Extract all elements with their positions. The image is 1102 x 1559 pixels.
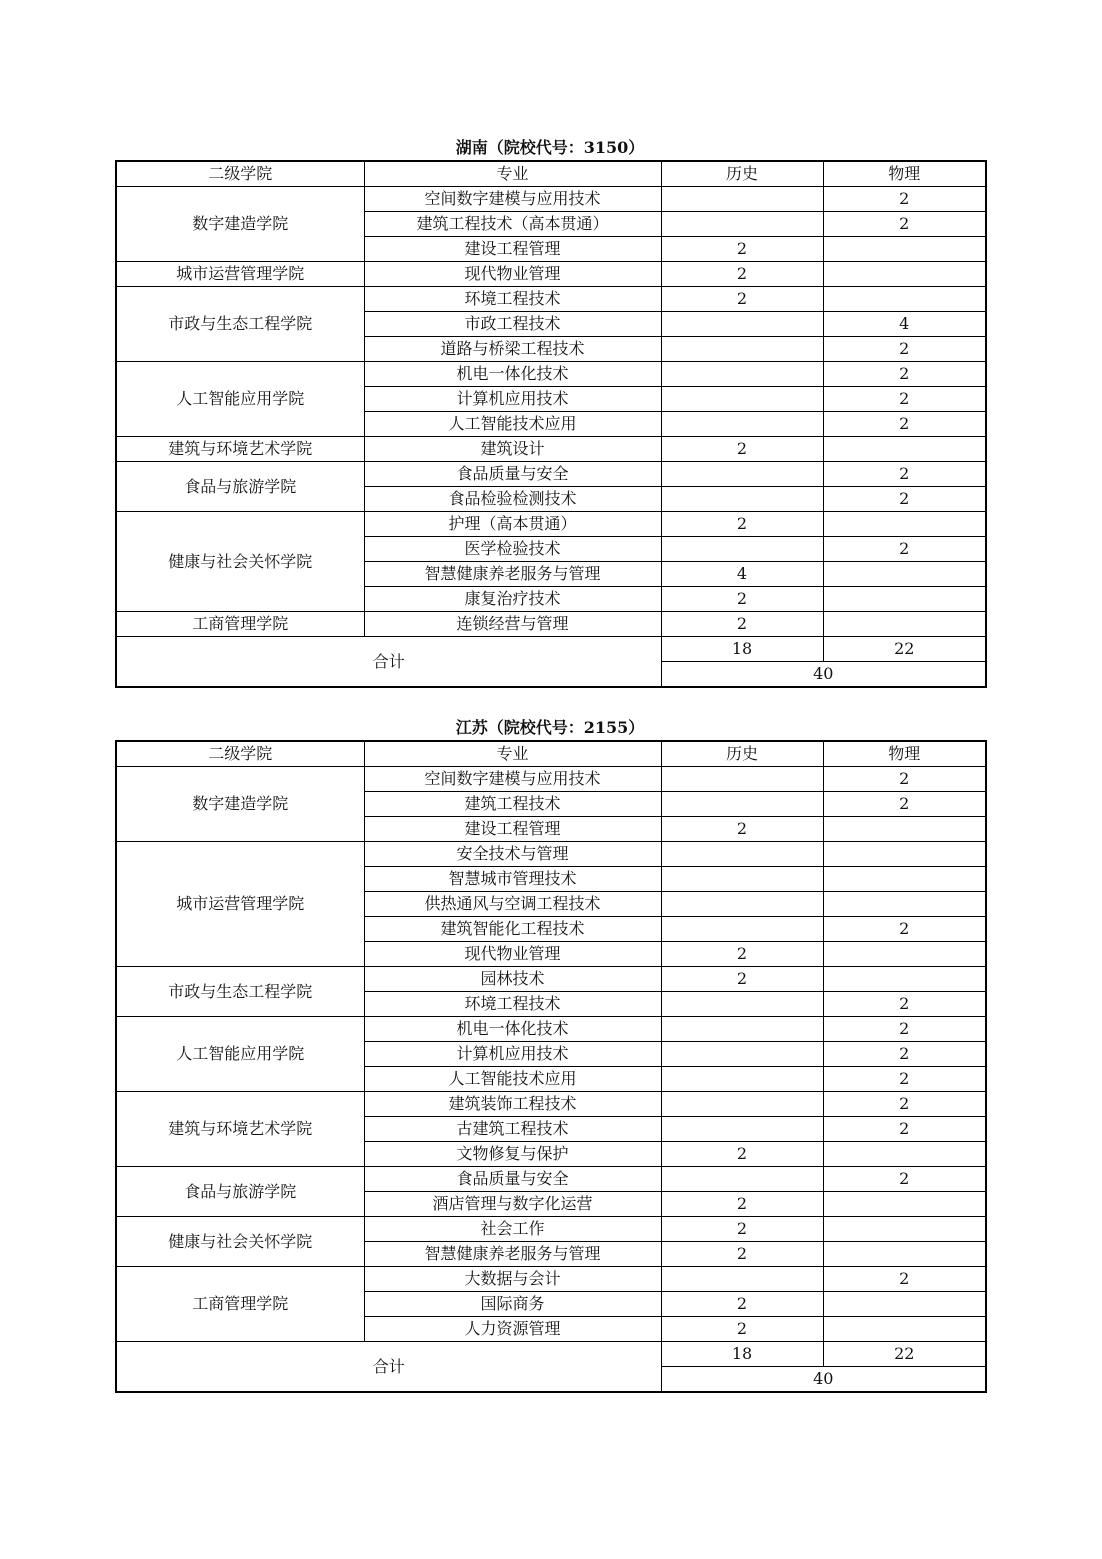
major-cell: 建筑设计 bbox=[364, 437, 661, 462]
table-row bbox=[116, 187, 986, 212]
table-row bbox=[116, 512, 986, 537]
major-cell: 建筑装饰工程技术 bbox=[364, 1092, 661, 1117]
physics-cell bbox=[823, 892, 986, 917]
history-cell bbox=[661, 362, 823, 387]
history-cell: 2 bbox=[661, 817, 823, 842]
major-cell: 机电一体化技术 bbox=[364, 1017, 661, 1042]
college-cell: 城市运营管理学院 bbox=[116, 262, 364, 287]
grand-total: 40 bbox=[661, 1367, 986, 1393]
table-row bbox=[116, 262, 986, 287]
history-cell bbox=[661, 212, 823, 237]
college-cell: 数字建造学院 bbox=[116, 767, 364, 842]
major-cell: 人工智能技术应用 bbox=[364, 1067, 661, 1092]
history-cell: 2 bbox=[661, 1242, 823, 1267]
major-cell: 建设工程管理 bbox=[364, 817, 661, 842]
physics-cell bbox=[823, 967, 986, 992]
header-college: 二级学院 bbox=[116, 161, 364, 187]
total-physics: 22 bbox=[823, 1342, 986, 1367]
physics-cell: 2 bbox=[823, 1267, 986, 1292]
history-cell bbox=[661, 767, 823, 792]
history-cell bbox=[661, 187, 823, 212]
total-history: 18 bbox=[661, 637, 823, 662]
physics-cell: 2 bbox=[823, 1117, 986, 1142]
history-cell bbox=[661, 842, 823, 867]
physics-cell: 2 bbox=[823, 487, 986, 512]
college-cell: 市政与生态工程学院 bbox=[116, 287, 364, 362]
history-cell bbox=[661, 1092, 823, 1117]
major-cell: 国际商务 bbox=[364, 1292, 661, 1317]
major-cell: 古建筑工程技术 bbox=[364, 1117, 661, 1142]
history-cell bbox=[661, 312, 823, 337]
section-jiangsu bbox=[115, 716, 985, 1393]
table-row bbox=[116, 1267, 986, 1292]
physics-cell bbox=[823, 1242, 986, 1267]
physics-cell bbox=[823, 1142, 986, 1167]
history-cell bbox=[661, 1042, 823, 1067]
history-cell bbox=[661, 1167, 823, 1192]
header-physics: 物理 bbox=[823, 741, 986, 767]
physics-cell bbox=[823, 237, 986, 262]
physics-cell: 2 bbox=[823, 187, 986, 212]
table-row bbox=[116, 287, 986, 312]
college-cell: 市政与生态工程学院 bbox=[116, 967, 364, 1017]
physics-cell bbox=[823, 1317, 986, 1342]
history-cell bbox=[661, 917, 823, 942]
major-cell: 建筑工程技术 bbox=[364, 792, 661, 817]
header-row bbox=[116, 161, 986, 187]
table-row bbox=[116, 612, 986, 637]
physics-cell: 2 bbox=[823, 1167, 986, 1192]
table-row bbox=[116, 842, 986, 867]
major-cell: 建设工程管理 bbox=[364, 237, 661, 262]
table-row bbox=[116, 437, 986, 462]
major-cell: 空间数字建模与应用技术 bbox=[364, 187, 661, 212]
major-cell: 智慧健康养老服务与管理 bbox=[364, 1242, 661, 1267]
history-cell bbox=[661, 892, 823, 917]
physics-cell bbox=[823, 562, 986, 587]
physics-cell: 2 bbox=[823, 1067, 986, 1092]
grand-total: 40 bbox=[661, 662, 986, 688]
physics-cell: 2 bbox=[823, 1017, 986, 1042]
major-cell: 环境工程技术 bbox=[364, 992, 661, 1017]
enrollment-table bbox=[115, 740, 987, 1393]
college-cell: 食品与旅游学院 bbox=[116, 1167, 364, 1217]
college-cell: 健康与社会关怀学院 bbox=[116, 1217, 364, 1267]
header-history: 历史 bbox=[661, 161, 823, 187]
major-cell: 智慧健康养老服务与管理 bbox=[364, 562, 661, 587]
major-cell: 人工智能技术应用 bbox=[364, 412, 661, 437]
major-cell: 建筑智能化工程技术 bbox=[364, 917, 661, 942]
major-cell: 康复治疗技术 bbox=[364, 587, 661, 612]
major-cell: 食品质量与安全 bbox=[364, 1167, 661, 1192]
history-cell: 2 bbox=[661, 1142, 823, 1167]
history-cell bbox=[661, 462, 823, 487]
history-cell bbox=[661, 992, 823, 1017]
table-row bbox=[116, 1217, 986, 1242]
major-cell: 环境工程技术 bbox=[364, 287, 661, 312]
college-cell: 人工智能应用学院 bbox=[116, 1017, 364, 1092]
college-cell: 城市运营管理学院 bbox=[116, 842, 364, 967]
physics-cell bbox=[823, 262, 986, 287]
history-cell bbox=[661, 412, 823, 437]
history-cell bbox=[661, 867, 823, 892]
total-label: 合计 bbox=[116, 1342, 661, 1393]
table-row bbox=[116, 362, 986, 387]
history-cell: 2 bbox=[661, 1192, 823, 1217]
header-major: 专业 bbox=[364, 161, 661, 187]
major-cell: 供热通风与空调工程技术 bbox=[364, 892, 661, 917]
history-cell: 2 bbox=[661, 1217, 823, 1242]
major-cell: 计算机应用技术 bbox=[364, 387, 661, 412]
history-cell: 2 bbox=[661, 967, 823, 992]
section-title: 江苏（院校代号：2155） bbox=[455, 718, 645, 737]
physics-cell bbox=[823, 1292, 986, 1317]
table-row bbox=[116, 767, 986, 792]
table-body bbox=[116, 161, 986, 687]
history-cell: 2 bbox=[661, 942, 823, 967]
physics-cell: 4 bbox=[823, 312, 986, 337]
history-cell: 2 bbox=[661, 587, 823, 612]
history-cell bbox=[661, 1117, 823, 1142]
major-cell: 医学检验技术 bbox=[364, 537, 661, 562]
history-cell bbox=[661, 1067, 823, 1092]
history-cell bbox=[661, 1267, 823, 1292]
history-cell: 2 bbox=[661, 1292, 823, 1317]
major-cell: 连锁经营与管理 bbox=[364, 612, 661, 637]
major-cell: 大数据与会计 bbox=[364, 1267, 661, 1292]
major-cell: 市政工程技术 bbox=[364, 312, 661, 337]
physics-cell: 2 bbox=[823, 412, 986, 437]
physics-cell: 2 bbox=[823, 992, 986, 1017]
college-cell: 建筑与环境艺术学院 bbox=[116, 437, 364, 462]
major-cell: 现代物业管理 bbox=[364, 262, 661, 287]
major-cell: 食品质量与安全 bbox=[364, 462, 661, 487]
table-row bbox=[116, 1017, 986, 1042]
major-cell: 道路与桥梁工程技术 bbox=[364, 337, 661, 362]
major-cell: 建筑工程技术（高本贯通） bbox=[364, 212, 661, 237]
major-cell: 社会工作 bbox=[364, 1217, 661, 1242]
history-cell bbox=[661, 487, 823, 512]
history-cell bbox=[661, 1017, 823, 1042]
major-cell: 空间数字建模与应用技术 bbox=[364, 767, 661, 792]
total-history: 18 bbox=[661, 1342, 823, 1367]
total-physics: 22 bbox=[823, 637, 986, 662]
table-row bbox=[116, 967, 986, 992]
major-cell: 安全技术与管理 bbox=[364, 842, 661, 867]
major-cell: 园林技术 bbox=[364, 967, 661, 992]
history-cell: 2 bbox=[661, 262, 823, 287]
physics-cell bbox=[823, 817, 986, 842]
table-row bbox=[116, 462, 986, 487]
physics-cell bbox=[823, 867, 986, 892]
history-cell bbox=[661, 792, 823, 817]
major-cell: 现代物业管理 bbox=[364, 942, 661, 967]
history-cell: 2 bbox=[661, 437, 823, 462]
table-row bbox=[116, 1167, 986, 1192]
major-cell: 智慧城市管理技术 bbox=[364, 867, 661, 892]
history-cell bbox=[661, 337, 823, 362]
physics-cell bbox=[823, 587, 986, 612]
physics-cell: 2 bbox=[823, 462, 986, 487]
history-cell: 2 bbox=[661, 1317, 823, 1342]
header-row bbox=[116, 741, 986, 767]
total-label: 合计 bbox=[116, 637, 661, 688]
major-cell: 文物修复与保护 bbox=[364, 1142, 661, 1167]
college-cell: 建筑与环境艺术学院 bbox=[116, 1092, 364, 1167]
physics-cell: 2 bbox=[823, 387, 986, 412]
history-cell bbox=[661, 387, 823, 412]
history-cell: 2 bbox=[661, 237, 823, 262]
physics-cell: 2 bbox=[823, 767, 986, 792]
physics-cell bbox=[823, 287, 986, 312]
physics-cell bbox=[823, 1217, 986, 1242]
college-cell: 健康与社会关怀学院 bbox=[116, 512, 364, 612]
header-major: 专业 bbox=[364, 741, 661, 767]
enrollment-table bbox=[115, 160, 987, 688]
table-row bbox=[116, 1092, 986, 1117]
history-cell: 2 bbox=[661, 612, 823, 637]
physics-cell: 2 bbox=[823, 337, 986, 362]
section-hunan bbox=[115, 136, 985, 688]
physics-cell bbox=[823, 437, 986, 462]
header-physics: 物理 bbox=[823, 161, 986, 187]
physics-cell bbox=[823, 842, 986, 867]
physics-cell: 2 bbox=[823, 537, 986, 562]
college-cell: 人工智能应用学院 bbox=[116, 362, 364, 437]
physics-cell bbox=[823, 1192, 986, 1217]
history-cell: 4 bbox=[661, 562, 823, 587]
college-cell: 工商管理学院 bbox=[116, 1267, 364, 1342]
major-cell: 机电一体化技术 bbox=[364, 362, 661, 387]
college-cell: 数字建造学院 bbox=[116, 187, 364, 262]
history-cell: 2 bbox=[661, 287, 823, 312]
header-college: 二级学院 bbox=[116, 741, 364, 767]
header-history: 历史 bbox=[661, 741, 823, 767]
physics-cell: 2 bbox=[823, 1092, 986, 1117]
college-cell: 工商管理学院 bbox=[116, 612, 364, 637]
physics-cell: 2 bbox=[823, 917, 986, 942]
total-row bbox=[116, 1342, 986, 1367]
physics-cell: 2 bbox=[823, 362, 986, 387]
major-cell: 人力资源管理 bbox=[364, 1317, 661, 1342]
physics-cell bbox=[823, 612, 986, 637]
major-cell: 酒店管理与数字化运营 bbox=[364, 1192, 661, 1217]
physics-cell: 2 bbox=[823, 1042, 986, 1067]
history-cell: 2 bbox=[661, 512, 823, 537]
physics-cell: 2 bbox=[823, 212, 986, 237]
section-title: 湖南（院校代号：3150） bbox=[455, 138, 645, 157]
physics-cell: 2 bbox=[823, 792, 986, 817]
college-cell: 食品与旅游学院 bbox=[116, 462, 364, 512]
physics-cell bbox=[823, 942, 986, 967]
physics-cell bbox=[823, 512, 986, 537]
major-cell: 食品检验检测技术 bbox=[364, 487, 661, 512]
total-row bbox=[116, 637, 986, 662]
history-cell bbox=[661, 537, 823, 562]
major-cell: 护理（高本贯通） bbox=[364, 512, 661, 537]
table-body bbox=[116, 741, 986, 1392]
major-cell: 计算机应用技术 bbox=[364, 1042, 661, 1067]
